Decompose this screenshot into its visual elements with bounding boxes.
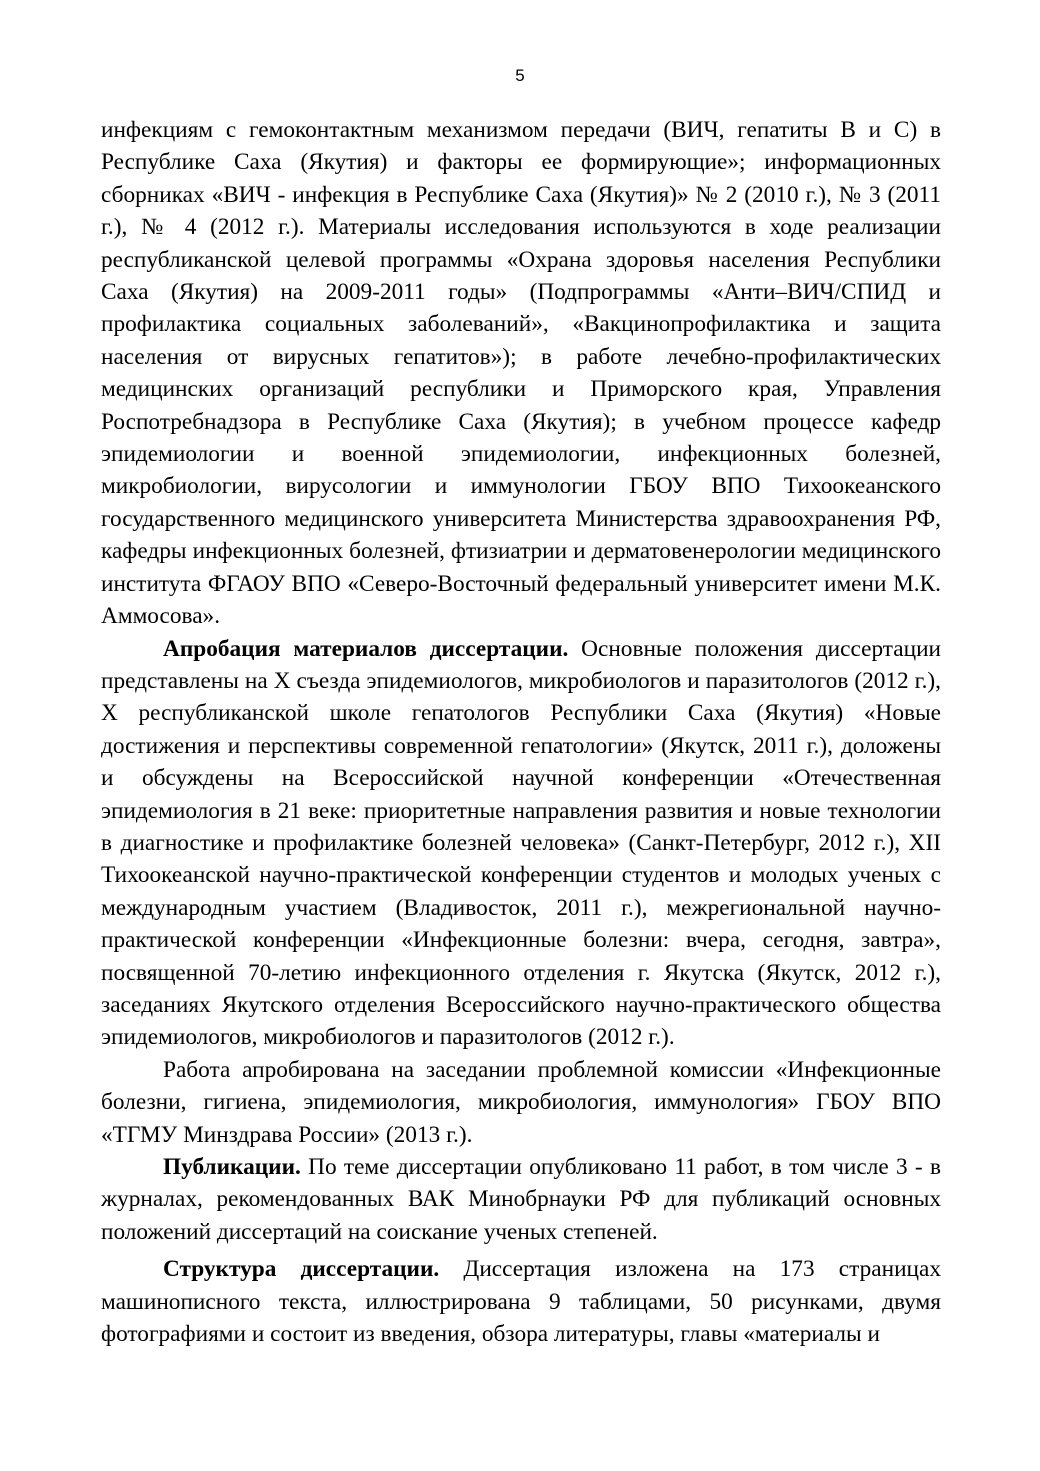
paragraph-text: инфекциям с гемоконтактным механизмом передачи (ВИЧ, гепатиты В и С) в Республике Саха (Якутия) и факторы ее формирующие»; информационных сборниках «ВИЧ - инфекция в Республике Саха (Якутия)» № 2 (2010 г.), № 3 (2011 г.), № 4 (2012 г.). Материалы исследования используются в ходе реализации республиканской целевой программы «Охрана здоровья населения Республики Саха (Якутия) на 2009-2011 годы» (Подпрограммы «Анти–ВИЧ/СПИД и профилактика социальных заболеваний», «Вакцинопрофилактика и защита населения от вирусных гепатитов»); в работе лечебно-профилактических медицинских организаций республики и Приморского края, Управления Роспотребнадзора в Республике Саха (Якутия); в учебном процессе кафедр эпидемиологии и военной эпидемиологии, инфекционных болезней, микробиологии, вирусологии и иммунологии ГБОУ ВПО Тихоокеанского государственного медицинского университета Министерства здравоохранения РФ, кафедры инфекционных болезней, фтизиатрии и дерматовенерологии медицинского института ФГАОУ ВПО «Северо-Восточный федеральный университет имени М.К. Аммосова».	[101, 117, 941, 630]
page-number: 5	[515, 66, 525, 85]
paragraph-text: Диссертация изложена на 173 страницах машинописного текста, иллюстрирована 9 таблицами, 50 рисунками, двумя фотографиями и состоит из введения, обзора литературы, главы «материалы и	[101, 1256, 941, 1348]
paragraph-heading: Публикации.	[163, 1154, 301, 1180]
paragraph-publications	[101, 1151, 941, 1248]
paragraph-approbation	[101, 633, 941, 1054]
paragraph-text: Работа апробирована на заседании проблемной комиссии «Инфекционные болезни, гигиена, эпидемиология, микробиология, иммунология» ГБОУ ВПО «ТГМУ Минздрава России» (2013 г.).	[101, 1056, 941, 1148]
paragraph-commission	[101, 1054, 941, 1151]
paragraph-heading: Структура диссертации.	[163, 1256, 440, 1283]
paragraph-text: Основные положения диссертации представлены на X съезда эпидемиологов, микробиологов и паразитологов (2012 г.), X республиканской школе гепатологов Республики Саха (Якутия) «Новые достижения и перспективы современной гепатологии» (Якутск, 2011 г.), доложены и обсуждены на Всероссийской научной конференции «Отечественная эпидемиология в 21 веке: приоритетные направления развития и новые технологии в диагностике и профилактике болезней человека» (Санкт-Петербург, 2012 г.), XII Тихоокеанской научно-практической конференции студентов и молодых ученых с международным участием (Владивосток, 2011 г.), межрегиональной научно-практической конференции «Инфекционные болезни: вчера, сегодня, завтра», посвященной 70-летию инфекционного отделения г. Якутска (Якутск, 2012 г.), заседаниях Якутского отделения Всероссийского научно-практического общества эпидемиологов, микробиологов и паразитологов (2012 г.).	[101, 635, 942, 1051]
paragraph-structure	[101, 1253, 941, 1350]
paragraph-text: По теме диссертации опубликовано 11 работ, в том числе 3 - в журналах, рекомендованных ВАК Минобрнауки РФ для публикаций основных положений диссертаций на соискание ученых степеней.	[101, 1154, 941, 1245]
paragraph-heading: Апробация материалов диссертации.	[163, 635, 569, 662]
document-body	[101, 114, 941, 1350]
paragraph-implementation	[101, 114, 941, 633]
